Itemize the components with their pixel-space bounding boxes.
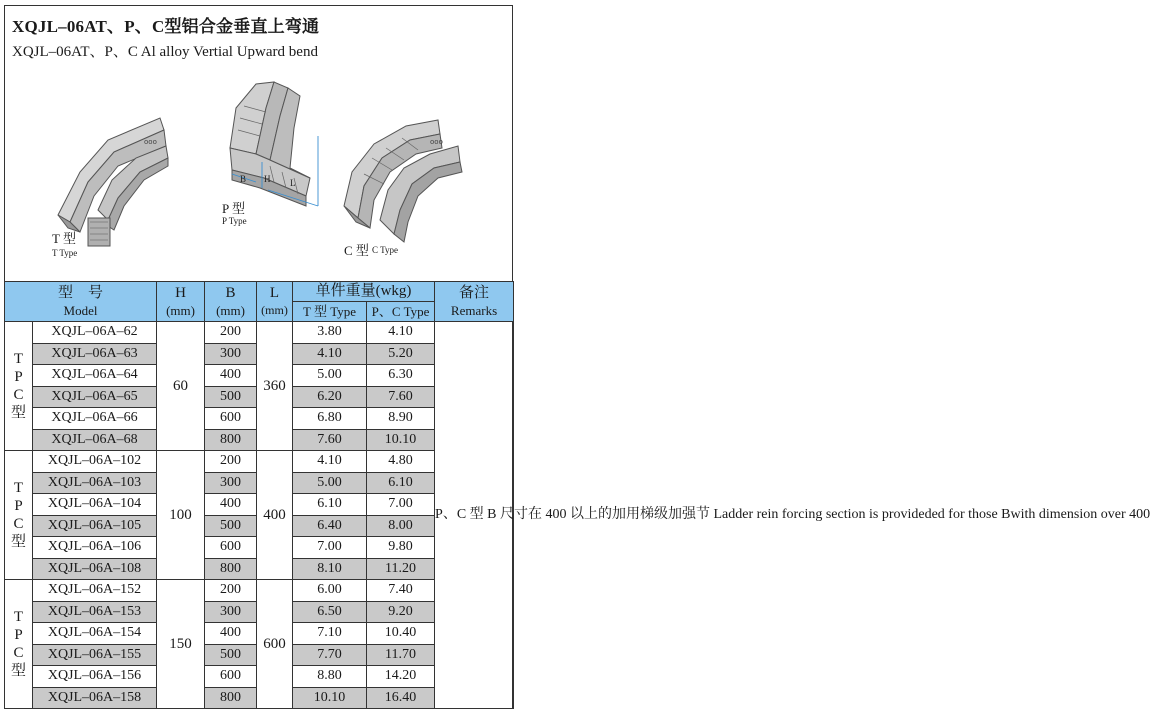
t-weight-cell: 5.00 (293, 365, 367, 387)
t-weight-cell: 6.50 (293, 601, 367, 623)
b-cell: 600 (205, 666, 257, 688)
spec-table-body (5, 322, 1150, 709)
model-cell: XQJL–06A–156 (33, 666, 157, 688)
pc-weight-cell: 6.10 (367, 472, 435, 494)
b-cell: 800 (205, 687, 257, 709)
header-weight: 单件重量(wkg) (293, 282, 435, 302)
p-type-label-cn: P 型 (222, 201, 245, 216)
t-weight-cell: 8.10 (293, 558, 367, 580)
b-cell: 600 (205, 537, 257, 559)
t-weight-cell: 5.00 (293, 472, 367, 494)
title-chinese: XQJL–06AT、P、C型铝合金垂直上弯通 (12, 17, 320, 36)
h-cell: 100 (157, 451, 205, 580)
model-cell: XQJL–06A–106 (33, 537, 157, 559)
t-weight-cell: 7.00 (293, 537, 367, 559)
b-cell: 300 (205, 601, 257, 623)
model-cell: XQJL–06A–68 (33, 429, 157, 451)
p-dim-b: B (240, 174, 247, 184)
svg-text:ooo: ooo (430, 138, 443, 146)
svg-text:ooo: ooo (144, 138, 157, 146)
b-cell: 600 (205, 408, 257, 430)
b-cell: 300 (205, 343, 257, 365)
pc-weight-cell: 16.40 (367, 687, 435, 709)
header-t-type: T 型 Type (293, 302, 367, 322)
b-cell: 400 (205, 365, 257, 387)
pc-weight-cell: 10.40 (367, 623, 435, 645)
t-weight-cell: 6.40 (293, 515, 367, 537)
t-weight-cell: 6.20 (293, 386, 367, 408)
model-cell: XQJL–06A–154 (33, 623, 157, 645)
model-cell: XQJL–06A–63 (33, 343, 157, 365)
pc-weight-cell: 11.70 (367, 644, 435, 666)
pc-weight-cell: 8.90 (367, 408, 435, 430)
pc-weight-cell: 8.00 (367, 515, 435, 537)
t-weight-cell: 3.80 (293, 322, 367, 344)
table-row (5, 322, 514, 344)
t-weight-cell: 4.10 (293, 451, 367, 473)
l-cell: 360 (257, 322, 293, 451)
t-type-label-cn: T 型 (52, 231, 76, 246)
b-cell: 200 (205, 322, 257, 344)
p-dim-l: L (290, 178, 296, 188)
h-cell: 150 (157, 580, 205, 709)
t-weight-cell: 7.70 (293, 644, 367, 666)
pc-weight-cell: 11.20 (367, 558, 435, 580)
pc-weight-cell: 7.00 (367, 494, 435, 516)
h-cell: 60 (157, 322, 205, 451)
model-cell: XQJL–06A–108 (33, 558, 157, 580)
t-weight-cell: 7.60 (293, 429, 367, 451)
t-weight-cell: 10.10 (293, 687, 367, 709)
remarks-cell: P、C 型 B 尺寸在 400 以上的加用梯级加强节 Ladder rein forcing section is provideded for those Bwith dimension over 400 (435, 322, 514, 709)
b-cell: 500 (205, 386, 257, 408)
header-pc-type: P、C Type (367, 302, 435, 322)
type-label: T P C 型 (5, 322, 33, 451)
model-cell: XQJL–06A–152 (33, 580, 157, 602)
header-l: L (mm) (257, 282, 293, 322)
p-type-label-en: P Type (222, 216, 247, 226)
model-cell: XQJL–06A–62 (33, 322, 157, 344)
pc-weight-cell: 7.60 (367, 386, 435, 408)
t-type-label-en: T Type (52, 248, 78, 258)
model-cell: XQJL–06A–66 (33, 408, 157, 430)
pc-weight-cell: 14.20 (367, 666, 435, 688)
model-cell: XQJL–06A–153 (33, 601, 157, 623)
pc-weight-cell: 9.20 (367, 601, 435, 623)
t-weight-cell: 7.10 (293, 623, 367, 645)
header-model: 型 号 Model (5, 282, 157, 322)
model-cell: XQJL–06A–104 (33, 494, 157, 516)
model-cell: XQJL–06A–64 (33, 365, 157, 387)
b-cell: 500 (205, 644, 257, 666)
t-weight-cell: 6.10 (293, 494, 367, 516)
title-english: XQJL–06AT、P、C Al alloy Vertial Upward bend (12, 44, 318, 60)
b-cell: 400 (205, 494, 257, 516)
b-cell: 800 (205, 558, 257, 580)
p-dim-h: H (264, 174, 271, 184)
pc-weight-cell: 4.80 (367, 451, 435, 473)
b-cell: 200 (205, 580, 257, 602)
t-weight-cell: 8.80 (293, 666, 367, 688)
l-cell: 400 (257, 451, 293, 580)
header-remarks: 备注 Remarks (435, 282, 514, 322)
b-cell: 300 (205, 472, 257, 494)
b-cell: 400 (205, 623, 257, 645)
model-cell: XQJL–06A–158 (33, 687, 157, 709)
t-weight-cell: 6.80 (293, 408, 367, 430)
model-cell: XQJL–06A–155 (33, 644, 157, 666)
pc-weight-cell: 4.10 (367, 322, 435, 344)
b-cell: 500 (205, 515, 257, 537)
t-weight-cell: 6.00 (293, 580, 367, 602)
pc-weight-cell: 7.40 (367, 580, 435, 602)
c-type-label-en: C Type (372, 245, 398, 255)
b-cell: 800 (205, 429, 257, 451)
c-type-illustration (330, 110, 480, 250)
pc-weight-cell: 10.10 (367, 429, 435, 451)
model-cell: XQJL–06A–105 (33, 515, 157, 537)
header-h: H (mm) (157, 282, 205, 322)
l-cell: 600 (257, 580, 293, 709)
type-label: T P C 型 (5, 580, 33, 709)
t-weight-cell: 4.10 (293, 343, 367, 365)
pc-weight-cell: 9.80 (367, 537, 435, 559)
model-cell: XQJL–06A–103 (33, 472, 157, 494)
model-cell: XQJL–06A–65 (33, 386, 157, 408)
b-cell: 200 (205, 451, 257, 473)
pc-weight-cell: 5.20 (367, 343, 435, 365)
c-type-label-cn: C 型 (344, 243, 369, 258)
spec-table (4, 281, 1150, 709)
pc-weight-cell: 6.30 (367, 365, 435, 387)
model-cell: XQJL–06A–102 (33, 451, 157, 473)
header-b: B (mm) (205, 282, 257, 322)
type-label: T P C 型 (5, 451, 33, 580)
